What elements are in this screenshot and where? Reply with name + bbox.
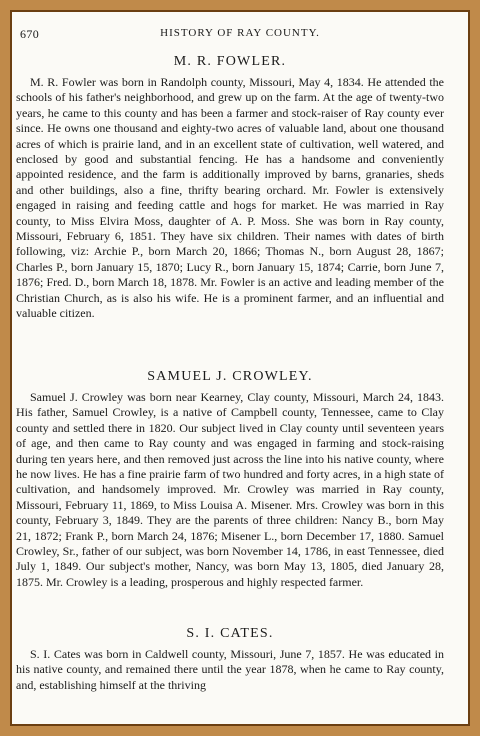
section-title-cates: S. I. CATES. (186, 626, 274, 641)
section-body-cates: S. I. Cates was born in Caldwell county, Missouri, June 7, 1857. He was educated in his native county, and remained there until the year 1878, when he came to Ray county, and, establishing himself at the thriving (16, 647, 444, 692)
page-number: 670 (20, 27, 40, 41)
section-body-fowler: M. R. Fowler was born in Randolph county, Missouri, May 4, 1834. He attended the schools of his father's neighborhood, and grew up on the farm. At the age of twenty-two years, he came to this county and has been a farmer and stock-raiser of Ray county ever since. He owns one thousand and eighty-two acres of valuable land, about one thousand acres of which is prairie land, and in an excellent state of cultivation, well watered, and enclosed by good and substantial fencing. He has a handsome and conveniently appointed residence, and the farm is additionally improved by barns, granaries, sheds and other buildings, also a fine, thrifty bearing orchard. Mr. Fowler is extensively engaged in raising and feeding cattle and hogs for market. He was married in Ray county, to Miss Elvira Moss, daughter of A. P. Moss. She was born in Ray county, Missouri, February 6, 1851. They have six children. Their names with dates of birth following, viz: Archie P., born March 20, 1866; Thomas N., born August 28, 1867; Charles P., born January 15, 1870; Lucy R., born January 15, 1874; Carrie, born June 7, 1876; Fred. D., born March 18, 1878. Mr. Fowler is an active and leading member of the Christian Church, as is also his wife. He is a prominent farmer, and an influential and valuable citizen. (16, 75, 444, 321)
running-head (20, 27, 460, 43)
section-title-fowler: M. R. FOWLER. (173, 54, 287, 69)
book-title: HISTORY OF RAY COUNTY. (160, 27, 320, 39)
section-title-crowley: SAMUEL J. CROWLEY. (147, 369, 313, 384)
section-body-crowley: Samuel J. Crowley was born near Kearney, Clay county, Missouri, March 24, 1843. His father, Samuel Crowley, is a native of Campbell county, Tennessee, came to Clay county and settled there in 1820. Our subject lived in Clay county until seventeen years of age, and then came to Ray county and was engaged in farming and stock-raising during ten years here, and then removed just across the line into his native county, where he now lives. He has a fine prairie farm of two hundred and forty acres, in a high state of cultivation, and handsomely improved. Mr. Crowley was married in Ray county, Missouri, February 11, 1869, to Miss Louisa A. Misener. Mrs. Crowley was born in this county, February 3, 1849. They are the parents of three children: Nancy B., born May 21, 1872; Frank P., born March 24, 1876; Misener L., born December 17, 1880. Samuel Crowley, Sr., father of our subject, was born November 14, 1786, in east Tennessee, died July 1, 1849. Our subject's mother, Nancy, was born May 13, 1805, died January 28, 1875. Mr. Crowley is a leading, prosperous and highly respected farmer. (16, 390, 444, 589)
